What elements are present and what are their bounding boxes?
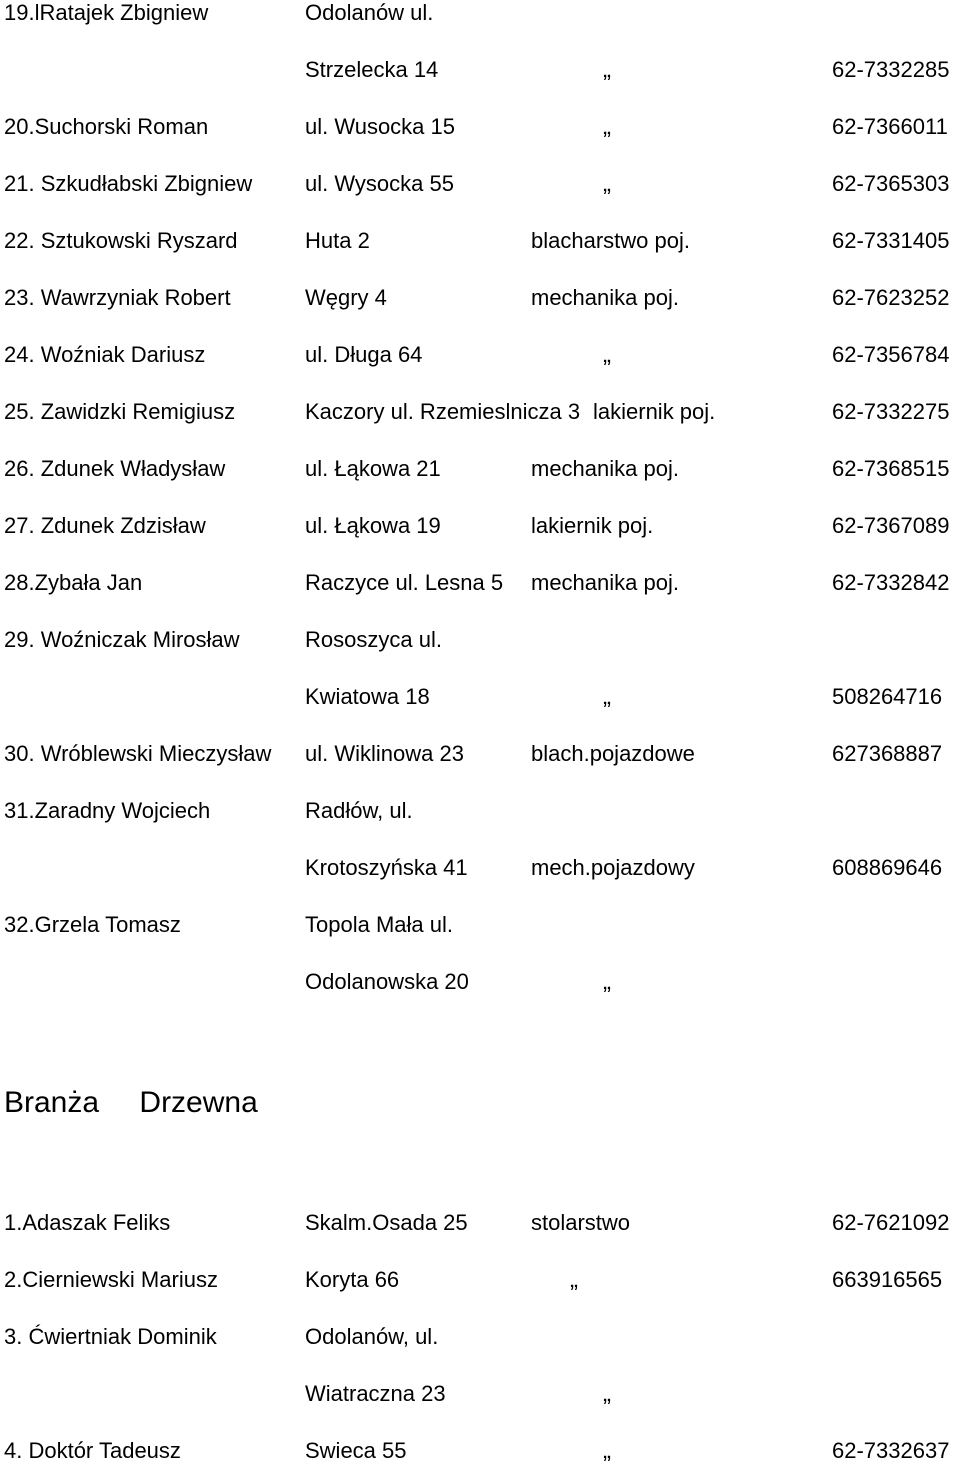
row-address: Odolanów ul. [305, 0, 434, 25]
table-row [0, 1203, 960, 1243]
row-address: Rososzyca ul. [305, 627, 442, 652]
row-trade: lakiernik poj. [531, 513, 654, 538]
row-phone: 62-7332637 [832, 1438, 950, 1463]
table-row [0, 0, 960, 33]
table-row [0, 278, 960, 318]
table-row [0, 1260, 960, 1300]
table-row [0, 848, 960, 888]
row-trade: mechanika poj. [531, 570, 679, 595]
row-phone: 62-7368515 [832, 456, 950, 481]
row-trade-ditto: „ [603, 968, 611, 995]
row-name: 32.Grzela Tomasz [4, 912, 181, 937]
row-name: 23. Wawrzyniak Robert [4, 285, 231, 310]
row-name: 26. Zdunek Władysław [4, 456, 226, 481]
row-address: Wiatraczna 23 [305, 1381, 446, 1406]
table-row [0, 791, 960, 831]
table-row [0, 335, 960, 375]
row-trade-ditto: „ [603, 341, 611, 368]
table-row [0, 1317, 960, 1357]
row-trade-ditto: „ [570, 1266, 578, 1293]
row-trade: lakiernik poj. [593, 399, 716, 424]
row-name: 22. Sztukowski Ryszard [4, 228, 238, 253]
table-row [0, 221, 960, 261]
row-name: 28.Zybała Jan [4, 570, 143, 595]
row-phone: 62-7332275 [832, 399, 950, 424]
row-name: 29. Woźniczak Mirosław [4, 627, 240, 652]
row-name: 27. Zdunek Zdzisław [4, 513, 206, 538]
row-trade: mech.pojazdowy [531, 855, 695, 880]
row-trade: blach.pojazdowe [531, 741, 695, 766]
row-phone: 62-7332842 [832, 570, 950, 595]
row-trade-ditto: „ [603, 113, 611, 140]
row-trade: stolarstwo [531, 1210, 631, 1235]
row-phone: 663916565 [832, 1267, 943, 1292]
row-phone: 627368887 [832, 741, 943, 766]
table-row [0, 50, 960, 90]
row-name: 31.Zaradny Wojciech [4, 798, 211, 823]
row-address: Topola Mała ul. [305, 912, 453, 937]
table-row [0, 392, 960, 432]
row-address: Odolanowska 20 [305, 969, 469, 994]
table-row [0, 449, 960, 489]
row-address: Huta 2 [305, 228, 370, 253]
row-address: ul. Wiklinowa 23 [305, 741, 464, 766]
row-address: Kwiatowa 18 [305, 684, 430, 709]
table-row [0, 563, 960, 603]
row-phone: 62-7331405 [832, 228, 950, 253]
row-trade-ditto: „ [603, 1437, 611, 1464]
row-phone: 62-7365303 [832, 171, 950, 196]
table-row [0, 506, 960, 546]
row-address: Odolanów, ul. [305, 1324, 439, 1349]
row-phone: 62-7623252 [832, 285, 950, 310]
table-row [0, 164, 960, 204]
row-address: ul. Wysocka 55 [305, 171, 454, 196]
row-name: 2.Cierniewski Mariusz [4, 1267, 218, 1292]
row-name: 21. Szkudłabski Zbigniew [4, 171, 253, 196]
row-name: 4. Doktór Tadeusz [4, 1438, 181, 1463]
row-address: Strzelecka 14 [305, 57, 439, 82]
row-phone: 62-7621092 [832, 1210, 950, 1235]
table-row [0, 1374, 960, 1414]
row-name: 3. Ćwiertniak Dominik [4, 1324, 217, 1349]
table-row [0, 962, 960, 1002]
row-phone: 508264716 [832, 684, 943, 709]
section-heading-word2: Drzewna [139, 1086, 258, 1119]
row-address: ul. Wusocka 15 [305, 114, 456, 139]
row-address: ul. Łąkowa 19 [305, 513, 441, 538]
row-name: 25. Zawidzki Remigiusz [4, 399, 236, 424]
row-phone: 62-7366011 [832, 114, 948, 139]
row-name: 30. Wróblewski Mieczysław [4, 741, 272, 766]
row-address: Kaczory ul. Rzemieslnicza 3 [305, 399, 581, 424]
table-row [0, 1431, 960, 1471]
row-name: 20.Suchorski Roman [4, 114, 209, 139]
row-trade: blacharstwo poj. [531, 228, 690, 253]
table-row [0, 905, 960, 945]
row-name: 19.lRatajek Zbigniew [4, 0, 209, 25]
row-address: Skalm.Osada 25 [305, 1210, 468, 1235]
row-phone: 62-7356784 [832, 342, 950, 367]
table-row [0, 677, 960, 717]
row-trade-ditto: „ [603, 56, 611, 83]
row-trade-ditto: „ [603, 683, 611, 710]
row-address: Koryta 66 [305, 1267, 400, 1292]
row-name: 24. Woźniak Dariusz [4, 342, 206, 367]
section-heading-word1: Branża [4, 1086, 100, 1119]
row-trade: mechanika poj. [531, 285, 679, 310]
row-trade-ditto: „ [603, 170, 611, 197]
table-row [0, 734, 960, 774]
row-address: Radłów, ul. [305, 798, 413, 823]
row-phone: 62-7332285 [832, 57, 950, 82]
row-phone: 62-7367089 [832, 513, 950, 538]
row-address: Węgry 4 [305, 285, 387, 310]
row-address: Swieca 55 [305, 1438, 407, 1463]
section-heading [4, 1078, 258, 1128]
row-trade-ditto: „ [603, 1380, 611, 1407]
row-address: Raczyce ul. Lesna 5 [305, 570, 504, 595]
row-phone: 608869646 [832, 855, 943, 880]
row-address: ul. Długa 64 [305, 342, 423, 367]
row-address: Krotoszyńska 41 [305, 855, 468, 880]
row-name: 1.Adaszak Feliks [4, 1210, 171, 1235]
table-row [0, 107, 960, 147]
row-address: ul. Łąkowa 21 [305, 456, 441, 481]
row-trade: mechanika poj. [531, 456, 679, 481]
table-row [0, 620, 960, 660]
